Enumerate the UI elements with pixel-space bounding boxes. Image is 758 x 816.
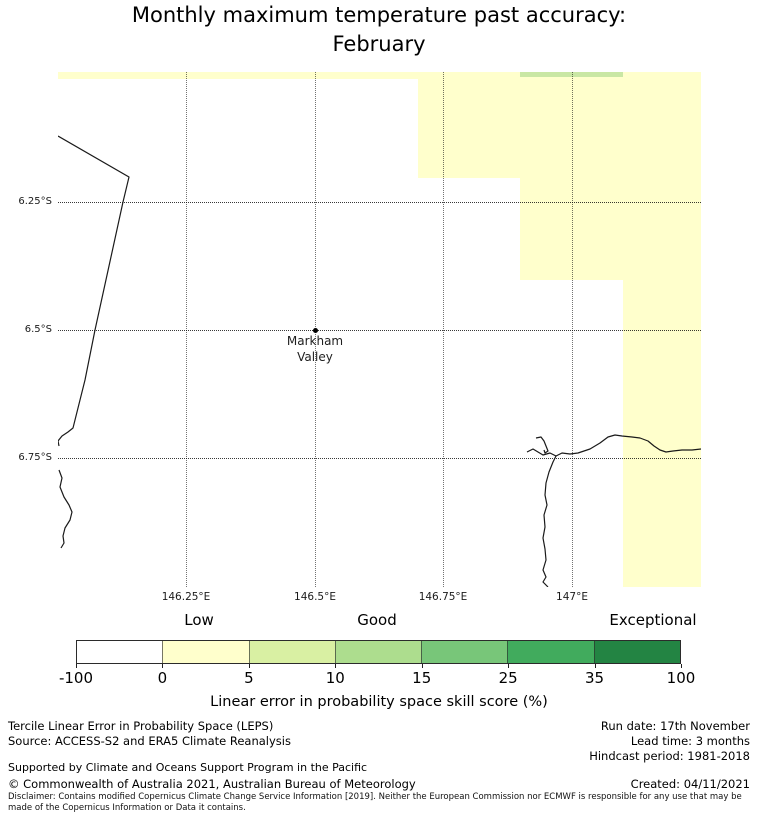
colorbar-segment <box>507 641 593 663</box>
created-date-label: Created: 04/11/2021 <box>630 777 750 791</box>
colorbar-tick-label: 25 <box>498 669 518 687</box>
place-label <box>287 334 343 365</box>
x-axis-tick-label: 146.25°E <box>161 591 211 603</box>
y-axis-tick-label: 6.5°S <box>24 324 52 335</box>
footer-run-block <box>589 719 750 764</box>
colorbar-tickmark <box>422 664 423 668</box>
footer-method-block <box>8 719 291 749</box>
method-label: Tercile Linear Error in Probability Space (LEPS) <box>8 719 274 733</box>
map-area <box>58 72 701 587</box>
colorbar <box>76 640 681 664</box>
coastline-segment <box>536 437 548 453</box>
supported-by-label: Supported by Climate and Oceans Support Program in the Pacific <box>8 761 368 774</box>
lead-time-label: Lead time: 3 months <box>630 734 750 748</box>
colorbar-tick-label: 35 <box>585 669 605 687</box>
legend-label-exceptional: Exceptional <box>609 611 697 629</box>
y-axis-tick-label: 6.25°S <box>18 196 52 207</box>
colorbar-tickmark <box>595 664 596 668</box>
colorbar-segment <box>249 641 335 663</box>
colorbar-tick-label: 0 <box>157 669 168 687</box>
place-label-line1: Markham <box>286 334 344 348</box>
colorbar-segment <box>594 641 680 663</box>
coastline-segment <box>59 470 72 548</box>
place-label-line2: Valley <box>297 349 333 364</box>
coastline <box>58 72 701 587</box>
markham-valley-marker <box>313 328 318 333</box>
colorbar-segment <box>162 641 248 663</box>
colorbar-segment <box>421 641 507 663</box>
colorbar-tickmark <box>681 664 682 668</box>
coastline-segment <box>543 456 556 587</box>
colorbar-tick-label: 15 <box>412 669 432 687</box>
legend-label-low: Low <box>184 611 214 629</box>
colorbar-tickmark <box>162 664 163 668</box>
run-date-label: Run date: 17th November <box>600 719 750 733</box>
title-line-1: Monthly maximum temperature past accuracy: <box>131 3 627 27</box>
title-line-2: February <box>332 32 426 56</box>
colorbar-tick-label: 5 <box>244 669 254 687</box>
coastline-segment <box>527 435 701 456</box>
colorbar-segment <box>77 641 162 663</box>
colorbar-tickmark <box>76 664 77 668</box>
colorbar-tickmark <box>249 664 250 668</box>
source-label: Source: ACCESS-S2 and ERA5 Climate Reanalysis <box>8 734 291 748</box>
colorbar-segment <box>335 641 421 663</box>
copyright-label: © Commonwealth of Australia 2021, Australian Bureau of Meteorology <box>8 777 416 791</box>
colorbar-tickmark <box>335 664 336 668</box>
colorbar-caption: Linear error in probability space skill score (%) <box>210 694 548 710</box>
colorbar-tickmark <box>508 664 509 668</box>
page-title <box>0 1 758 59</box>
coastline-segment <box>58 136 129 446</box>
colorbar-tick-label: 100 <box>666 669 696 687</box>
x-axis-tick-label: 146.5°E <box>294 591 336 603</box>
hindcast-label: Hindcast period: 1981-2018 <box>589 749 750 763</box>
disclaimer-text: Disclaimer: Contains modified Copernicus Climate Change Service Information [2019]. Neither the European Commission nor ECMWF is responsible for any use that may be made of the Copernicus Information or Data it contains. <box>8 792 742 813</box>
colorbar-tick-label: 10 <box>325 669 345 687</box>
legend-label-good: Good <box>357 611 397 629</box>
y-axis-tick-label: 6.75°S <box>18 452 52 463</box>
x-axis-tick-label: 147°E <box>556 591 588 603</box>
colorbar-tick-label: -100 <box>58 669 94 687</box>
x-axis-tick-label: 146.75°E <box>418 591 468 603</box>
